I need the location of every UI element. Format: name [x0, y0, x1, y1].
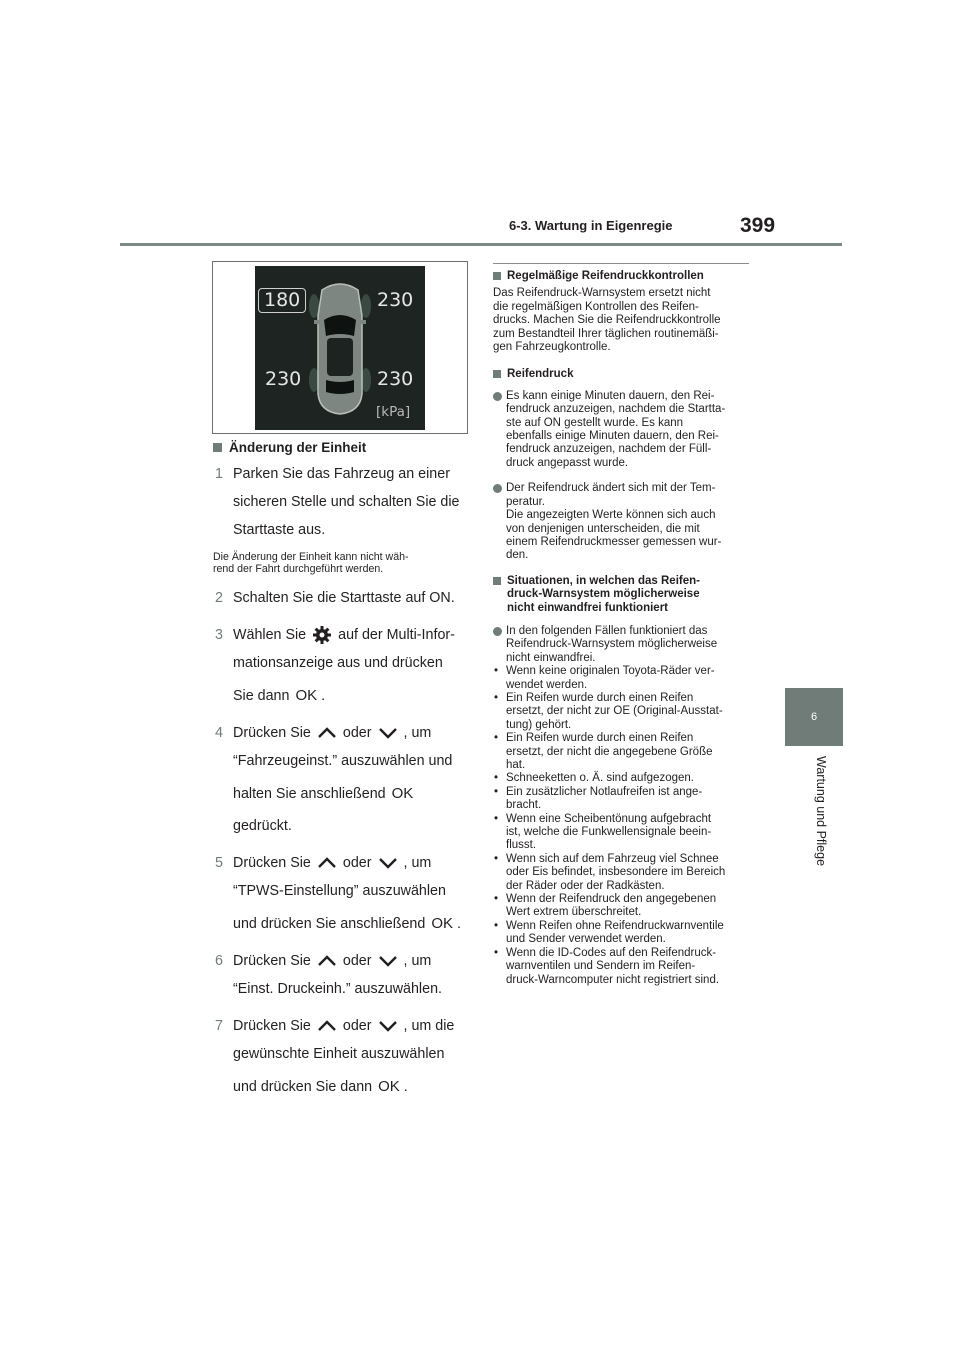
- step-text: oder: [342, 725, 372, 741]
- round-bullet-icon: [493, 484, 502, 493]
- text-line: Reifendruck-Warnsystem möglicherweise: [506, 638, 718, 651]
- text-line: Das Reifendruck-Warnsystem ersetzt nicht: [493, 287, 711, 300]
- tire-pressure-rear-left: 230: [265, 368, 302, 390]
- chevron-up-icon: [317, 955, 337, 967]
- heading-text: Reifendruck: [507, 368, 574, 381]
- text-line: Situationen, in welchen das Reifen-: [507, 574, 700, 587]
- step-text: Drücken Sie: [233, 1018, 311, 1034]
- step-text: , um die: [403, 1018, 455, 1034]
- step-line: gewünschte Einheit auszuwählen: [233, 1046, 445, 1062]
- step-text: .: [457, 916, 462, 932]
- list-item: • Ein Reifen wurde durch einen Reifen ersetzt, der nicht zur OE (Original-Ausstat- tung) gehört.: [493, 692, 755, 732]
- step-3: [213, 624, 473, 708]
- dot-item: [493, 390, 755, 470]
- step-text: oder: [342, 953, 372, 969]
- text-line: gen Fahrzeugkontrolle.: [493, 341, 611, 354]
- text-line: Der Reifendruck ändert sich mit der Tem-: [506, 482, 716, 495]
- regular-checks-paragraph: [493, 287, 755, 354]
- ok-button-icon: OK: [295, 687, 318, 704]
- pressure-unit: [kPa]: [376, 404, 411, 420]
- step-line: Parken Sie das Fahrzeug an einer: [233, 466, 450, 482]
- list-item: • Wenn die ID-Codes auf den Reifendruck- warnventilen und Sendern im Reifen- druck-Warncomputer nicht registriert sind.: [493, 947, 755, 987]
- text-line: Die angezeigten Werte können sich auch: [506, 509, 716, 522]
- dot-item: [493, 625, 755, 665]
- step-line: “Fahrzeugeinst.” auszuwählen und: [233, 753, 453, 769]
- round-bullet-icon: [493, 392, 502, 401]
- tire-pressure-heading: [493, 368, 755, 381]
- step-number: 1: [215, 466, 223, 482]
- step-number: 3: [215, 627, 223, 643]
- step-6: [213, 950, 473, 1001]
- ok-button-icon: OK: [391, 785, 414, 802]
- step-text: .: [403, 1079, 408, 1095]
- step-2: [213, 587, 473, 610]
- note-line: Die Änderung der Einheit kann nicht wäh-: [213, 551, 409, 563]
- list-item: • Ein zusätzlicher Notlaufreifen ist ange- bracht.: [493, 786, 755, 813]
- chevron-down-icon: [378, 727, 398, 739]
- text-line: Es kann einige Minuten dauern, den Rei-: [506, 389, 715, 402]
- square-bullet-icon: [493, 577, 501, 585]
- list-item: • Wenn der Reifendruck den angegebenen Wert extrem überschreitet.: [493, 893, 755, 920]
- step-number: 2: [215, 590, 223, 606]
- text-line: zum Bestandteil Ihrer täglichen routinemäßi-: [493, 327, 719, 340]
- step-number: 4: [215, 725, 223, 741]
- step-7: [213, 1015, 473, 1099]
- unit-change-heading: [213, 440, 473, 455]
- text-line: nicht einwandfrei funktioniert: [507, 601, 669, 614]
- text-line: ste auf ON gestellt wurde. Es kann: [506, 416, 684, 429]
- tire-pressure-front-left: 180: [258, 288, 306, 313]
- list-item: • Wenn sich auf dem Fahrzeug viel Schnee oder Eis befindet, insbesondere im Bereich der Räder oder der Radkästen.: [493, 853, 755, 893]
- step-line: sicheren Stelle und schalten Sie die: [233, 494, 460, 510]
- dot-item: [493, 482, 755, 562]
- step-text: auf der Multi-Infor-: [338, 627, 455, 643]
- text-line: von denjenigen unterscheiden, die mit: [506, 522, 700, 535]
- square-bullet-icon: [493, 370, 501, 378]
- section-title: 6-3. Wartung in Eigenregie: [509, 218, 673, 233]
- note-line: rend der Fahrt durchgeführt werden.: [213, 563, 384, 575]
- text-line: drucks. Machen Sie die Reifendruckkontrolle: [493, 314, 721, 327]
- chapter-tab: [785, 688, 843, 746]
- step-line: mationsanzeige aus und drücken: [233, 655, 443, 671]
- ok-button-icon: OK: [378, 1078, 400, 1095]
- right-column: [493, 263, 755, 987]
- step-text: Drücken Sie: [233, 855, 311, 871]
- chapter-number: 6: [810, 711, 818, 723]
- divider: [493, 263, 749, 264]
- list-item: • Wenn Reifen ohne Reifendruckwarnventile und Sender verwendet werden.: [493, 920, 755, 947]
- square-bullet-icon: [213, 443, 222, 452]
- step-text: und drücken Sie anschließend: [233, 916, 426, 932]
- step-text: oder: [342, 1018, 372, 1034]
- chevron-down-icon: [378, 857, 398, 869]
- step-text: Drücken Sie: [233, 953, 311, 969]
- chevron-down-icon: [378, 955, 398, 967]
- step-line: Starttaste aus.: [233, 522, 326, 538]
- square-bullet-icon: [493, 272, 501, 280]
- step-5: [213, 852, 473, 936]
- text-line: druck angepasst wurde.: [506, 456, 629, 469]
- round-bullet-icon: [493, 627, 502, 636]
- tire-pressure-rear-right: 230: [377, 368, 414, 390]
- text-line: ebenfalls einige Minuten dauern, den Rei-: [506, 430, 719, 443]
- text-line: fendruck anzuzeigen, nachdem der Füll-: [506, 443, 712, 456]
- text-line: In den folgenden Fällen funktioniert das: [506, 624, 708, 637]
- list-item: • Schneeketten o. Ä. sind aufgezogen.: [493, 772, 755, 785]
- chevron-up-icon: [317, 857, 337, 869]
- text-line: druck-Warnsystem möglicherweise: [507, 588, 700, 601]
- situations-list: [493, 665, 755, 987]
- chevron-up-icon: [317, 1020, 337, 1032]
- ok-button-icon: OK: [431, 915, 454, 932]
- gear-icon: [312, 625, 332, 645]
- malfunction-situations-heading: [493, 575, 755, 615]
- chevron-up-icon: [317, 727, 337, 739]
- list-item: • Ein Reifen wurde durch einen Reifen ersetzt, der nicht die angegebene Größe hat.: [493, 732, 755, 772]
- step-text: Drücken Sie: [233, 725, 311, 741]
- page-number: 399: [740, 214, 776, 237]
- step-text: , um: [403, 725, 432, 741]
- step-text: und drücken Sie dann: [233, 1079, 373, 1095]
- list-item: • Wenn keine originalen Toyota-Räder ver- wendet werden.: [493, 665, 755, 692]
- step-number: 7: [215, 1018, 223, 1034]
- regular-checks-heading: [493, 270, 755, 283]
- step-line: gedrückt.: [233, 818, 292, 834]
- text-line: den.: [506, 549, 529, 562]
- heading-text: Regelmäßige Reifendruckkontrollen: [507, 270, 704, 282]
- heading-text: [507, 575, 700, 615]
- step-text: Sie dann: [233, 688, 290, 704]
- step-line: Schalten Sie die Starttaste auf ON.: [233, 590, 455, 606]
- tire-pressure-front-right: 230: [377, 289, 414, 311]
- text-line: peratur.: [506, 495, 545, 508]
- tire-pressure-display: [255, 266, 425, 430]
- step-number: 6: [215, 953, 223, 969]
- note: [213, 551, 473, 575]
- header-rule: [120, 243, 842, 246]
- step-number: 5: [215, 855, 223, 871]
- heading-text: Änderung der Einheit: [229, 440, 367, 455]
- step-text: , um: [403, 855, 432, 871]
- left-column: [213, 440, 473, 1108]
- chapter-label: Wartung und Pflege: [814, 756, 828, 867]
- step-text: .: [321, 688, 326, 704]
- step-text: oder: [342, 855, 372, 871]
- step-text: , um: [403, 953, 432, 969]
- chevron-down-icon: [378, 1020, 398, 1032]
- list-item: • Wenn eine Scheibentönung aufgebracht ist, welche die Funkwellensignale beein- flusst.: [493, 813, 755, 853]
- step-line: “Einst. Druckeinh.” auszuwählen.: [233, 981, 442, 997]
- step-text: Wählen Sie: [233, 627, 307, 643]
- text-line: fendruck anzuzeigen, nachdem die Startta-: [506, 403, 726, 416]
- step-1: [213, 463, 473, 542]
- text-line: einem Reifendruckmesser gemessen wur-: [506, 535, 722, 548]
- step-4: [213, 722, 473, 838]
- step-line: “TPWS-Einstellung” auszuwählen: [233, 883, 446, 899]
- text-line: nicht einwandfrei.: [506, 651, 596, 664]
- text-line: die regelmäßigen Kontrollen des Reifen-: [493, 300, 699, 313]
- step-text: halten Sie anschließend: [233, 786, 386, 802]
- car-top-view-icon: [308, 276, 372, 418]
